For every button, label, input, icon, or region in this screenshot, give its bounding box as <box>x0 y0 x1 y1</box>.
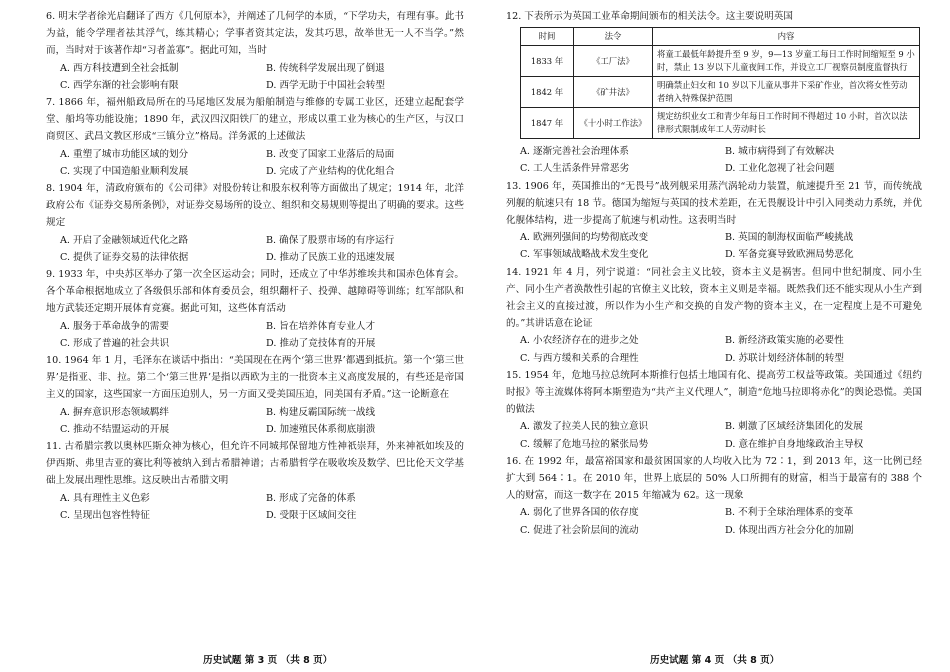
option-c[interactable]: C. 推动不结盟运动的开展 <box>60 423 170 435</box>
laws-table <box>520 27 920 139</box>
question-stem: 12. 下表所示为英国工业革命期间颁布的相关法令。这主要说明英国 <box>506 11 793 22</box>
option-a[interactable]: A. 具有理性主义色彩 <box>60 492 150 504</box>
question-stem: 15. 1954 年，危地马拉总统阿本斯推行包括土地国有化、提高劳工权益等政策。美国通过《纽约时报》等主流媒体将阿本斯塑造为“共产主义代理人”，制造“危地马拉即将赤化”的舆论恐慌。美国的做法 <box>506 369 922 416</box>
option-d[interactable]: D. 苏联计划经济体制的转型 <box>725 352 844 364</box>
option-a[interactable]: A. 服务于革命战争的需要 <box>60 320 169 332</box>
options <box>46 146 464 180</box>
option-d[interactable]: D. 西学无助于中国社会转型 <box>266 79 385 91</box>
option-d[interactable]: D. 加速殖民体系彻底崩溃 <box>266 423 376 435</box>
table-header-row <box>521 28 920 46</box>
question-stem: 16. 在 1992 年，最富裕国家和最贫困国家的人均收入比为 72∶1，到 2013 年，这一比例已经扩大到 564∶1。在 2010 年，世界上底层的 50% 人口所拥有的财富，相当于最富有的 388 个人的财富，而这一数字在 2015 年缩减为 62。这一现象 <box>506 455 922 502</box>
option-c[interactable]: C. 工人生活条件异常恶劣 <box>520 163 630 175</box>
question-stem: 8. 1904 年，清政府颁布的《公司律》对股份转让和股东权利等方面做出了规定；1914 年，北洋政府公布《证券交易所条例》，对证券交易场所的设立、组织和交易规则等提出了明确的要求。这些规定 <box>46 183 464 229</box>
option-b[interactable]: B. 旨在培养体育专业人才 <box>266 320 376 332</box>
option-b[interactable]: B. 不利于全球治理体系的变革 <box>725 507 854 519</box>
option-a[interactable]: A. 激发了拉美人民的独立意识 <box>520 421 649 433</box>
question-6 <box>46 8 464 94</box>
option-d[interactable]: D. 意在维护自身地缘政治主导权 <box>725 438 864 450</box>
option-a[interactable]: A. 欧洲列强间的均势彻底改变 <box>520 232 649 244</box>
option-c[interactable]: C. 促进了社会阶层间的流动 <box>520 524 639 536</box>
question-stem: 6. 明末学者徐光启翻译了西方《几何原本》，并阐述了几何学的本质，“下学功夫，有理有事。此书为益，能令学理者祛其浮气，练其精心；学事者资其定法，发其巧思，故举世无一人不当学。”然而，当时对于该著作却“习者盖寡”。据此可知，当时 <box>46 11 464 57</box>
cell-content: 明确禁止妇女和 10 岁以下儿童从事井下采矿作业，首次将女性劳动者纳入特殊保护范围 <box>653 77 920 108</box>
option-b[interactable]: B. 构建反霸国际统一战线 <box>266 406 376 418</box>
option-d[interactable]: D. 推动了竞技体育的开展 <box>266 337 376 349</box>
option-b[interactable]: B. 改变了国家工业落后的局面 <box>266 148 395 160</box>
options <box>46 404 464 438</box>
question-stem: 9. 1933 年，中央苏区举办了第一次全区运动会；同时，还成立了中华苏维埃共和国赤色体育会。各个革命根据地成立了各级俱乐部和体育委员会，组织翻杆子、投弹、越障碍等训练；红军部队和地方武装还定期开展体育竞赛。据此可知，这些体育活动 <box>46 269 464 315</box>
cell-content: 规定纺织业女工和青少年每日工作时间不得超过 10 小时，首次以法律形式限制成年工人劳动时长 <box>653 108 920 139</box>
cell-time: 1833 年 <box>521 46 574 77</box>
table-row <box>521 108 920 139</box>
option-b[interactable]: B. 新经济政策实施的必要性 <box>725 335 844 347</box>
option-b[interactable]: B. 刺激了区域经济集团化的发展 <box>725 421 863 433</box>
option-d[interactable]: D. 工业化忽视了社会问题 <box>725 163 835 175</box>
question-stem: 14. 1921 年 4 月，列宁说道：“同社会主义比较，资本主义是祸害。但同中世纪制度、同小生产、同小生产者涣散性引起的官僚主义比较，资本主义则是幸福。既然我们还不能实现从小生产到社会主义的直接过渡，所以作为小生产和交换的自发产物的资本主义，在一定程度上是不可避免的。”其讲话意在论证 <box>506 266 922 330</box>
left-column <box>46 8 464 524</box>
right-column <box>506 8 922 539</box>
option-a[interactable]: A. 西方科技遭到全社会抵制 <box>60 62 179 74</box>
question-13 <box>506 178 922 264</box>
header-time: 时间 <box>521 28 574 46</box>
cell-time: 1847 年 <box>521 108 574 139</box>
option-b[interactable]: B. 传统科学发展出现了倒退 <box>266 62 385 74</box>
option-a[interactable]: A. 开启了金融领域近代化之路 <box>60 234 189 246</box>
options <box>506 143 922 177</box>
cell-law: 《十小时工作法》 <box>574 108 653 139</box>
option-d[interactable]: D. 完成了产业结构的优化组合 <box>266 165 395 177</box>
options <box>506 332 922 366</box>
option-d[interactable]: D. 受限于区域间交往 <box>266 509 357 521</box>
table-row <box>521 46 920 77</box>
options <box>46 490 464 524</box>
options <box>46 60 464 94</box>
question-14 <box>506 264 922 367</box>
option-a[interactable]: A. 弱化了世界各国的依存度 <box>520 507 639 519</box>
option-b[interactable]: B. 形成了完备的体系 <box>266 492 356 504</box>
question-8 <box>46 180 464 266</box>
option-c[interactable]: C. 呈现出包容性特征 <box>60 509 150 521</box>
question-10 <box>46 352 464 438</box>
cell-law: 《工厂法》 <box>574 46 653 77</box>
option-c[interactable]: C. 缓解了危地马拉的紧张局势 <box>520 438 649 450</box>
question-11 <box>46 438 464 524</box>
option-b[interactable]: B. 确保了股票市场的有序运行 <box>266 234 395 246</box>
option-b[interactable]: B. 英国的制海权面临严峻挑战 <box>725 232 854 244</box>
options <box>506 504 922 538</box>
option-c[interactable]: C. 形成了普遍的社会共识 <box>60 337 170 349</box>
options <box>506 418 922 452</box>
option-d[interactable]: D. 体现出西方社会分化的加剧 <box>725 524 854 536</box>
page-footer-left: 历史试题 第 3 页 （共 8 页） <box>203 655 333 666</box>
cell-content: 将童工最低年龄提升至 9 岁，9—13 岁童工每日工作时间缩短至 9 小时，禁止 13 岁以下儿童夜间工作，并设立工厂视察员制度监督执行 <box>653 46 920 77</box>
option-c[interactable]: C. 实现了中国造船业顺利发展 <box>60 165 189 177</box>
cell-law: 《矿井法》 <box>574 77 653 108</box>
option-c[interactable]: C. 西学东渐的社会影响有限 <box>60 79 179 91</box>
page-footer-right: 历史试题 第 4 页 （共 8 页） <box>650 655 780 666</box>
option-b[interactable]: B. 城市病得到了有效解决 <box>725 146 835 158</box>
question-15 <box>506 367 922 453</box>
cell-time: 1842 年 <box>521 77 574 108</box>
question-12 <box>506 8 922 178</box>
option-a[interactable]: A. 重塑了城市功能区域的划分 <box>60 148 189 160</box>
question-16 <box>506 453 922 539</box>
question-stem: 10. 1964 年 1 月，毛泽东在谈话中指出：“美国现在在两个‘第三世界’都遇到抵抗。第一个‘第三世界’是指亚、非、拉。第二个‘第三世界’是指以西欧为主的一批资本主义高度发展的，有些还是帝国主义的国家，这些国家一方面压迫别人，另一方面又受美国压迫，同美国有矛盾。”这一论断意在 <box>46 355 464 401</box>
option-c[interactable]: C. 与西方缓和关系的合理性 <box>520 352 639 364</box>
question-stem: 13. 1906 年，英国推出的“无畏号”战列舰采用蒸汽涡轮动力装置，航速提升至 21 节，而传统战列舰的航速只有 18 节。德国为缩短与英国的技术差距，在无畏舰设计中引入同类动力系统，并优化舰体结构，进一步提高了航速与机动性。这表明当时 <box>506 180 922 227</box>
option-d[interactable]: D. 推动了民族工业的迅速发展 <box>266 251 395 263</box>
header-law: 法令 <box>574 28 653 46</box>
option-d[interactable]: D. 军备竞赛导致欧洲局势恶化 <box>725 249 854 261</box>
option-a[interactable]: A. 小农经济存在的进步之处 <box>520 335 639 347</box>
options <box>46 232 464 266</box>
question-stem: 7. 1866 年，福州船政局所在的马尾地区发展为船舶制造与维修的专属工业区，还建立起配套学堂、船坞等功能设施；1890 年，武汉四汉阳铁厂的建立，形成以重工业为核心的生产区，与汉口商贸区、武昌文教区形成“三镇分立”格局。洋务派的上述做法 <box>46 97 464 143</box>
question-stem: 11. 古希腊宗教以奥林匹斯众神为核心，但允许不同城邦保留地方性神祇崇拜，外来神祇如埃及的伊西斯、弗里吉亚的赛比利等被纳入到古希腊神谱；古希腊哲学在吸收埃及数学、巴比伦天文学基础上发展出理性思维。这反映出古希腊文明 <box>46 441 464 487</box>
option-a[interactable]: A. 摒弃意识形态领域羁绊 <box>60 406 169 418</box>
options <box>506 229 922 263</box>
question-7 <box>46 94 464 180</box>
options <box>46 318 464 352</box>
question-9 <box>46 266 464 352</box>
header-content: 内容 <box>653 28 920 46</box>
option-c[interactable]: C. 军事领域战略战术发生变化 <box>520 249 649 261</box>
option-c[interactable]: C. 提供了证券交易的法律依据 <box>60 251 189 263</box>
option-a[interactable]: A. 逐渐完善社会治理体系 <box>520 146 629 158</box>
table-row <box>521 77 920 108</box>
